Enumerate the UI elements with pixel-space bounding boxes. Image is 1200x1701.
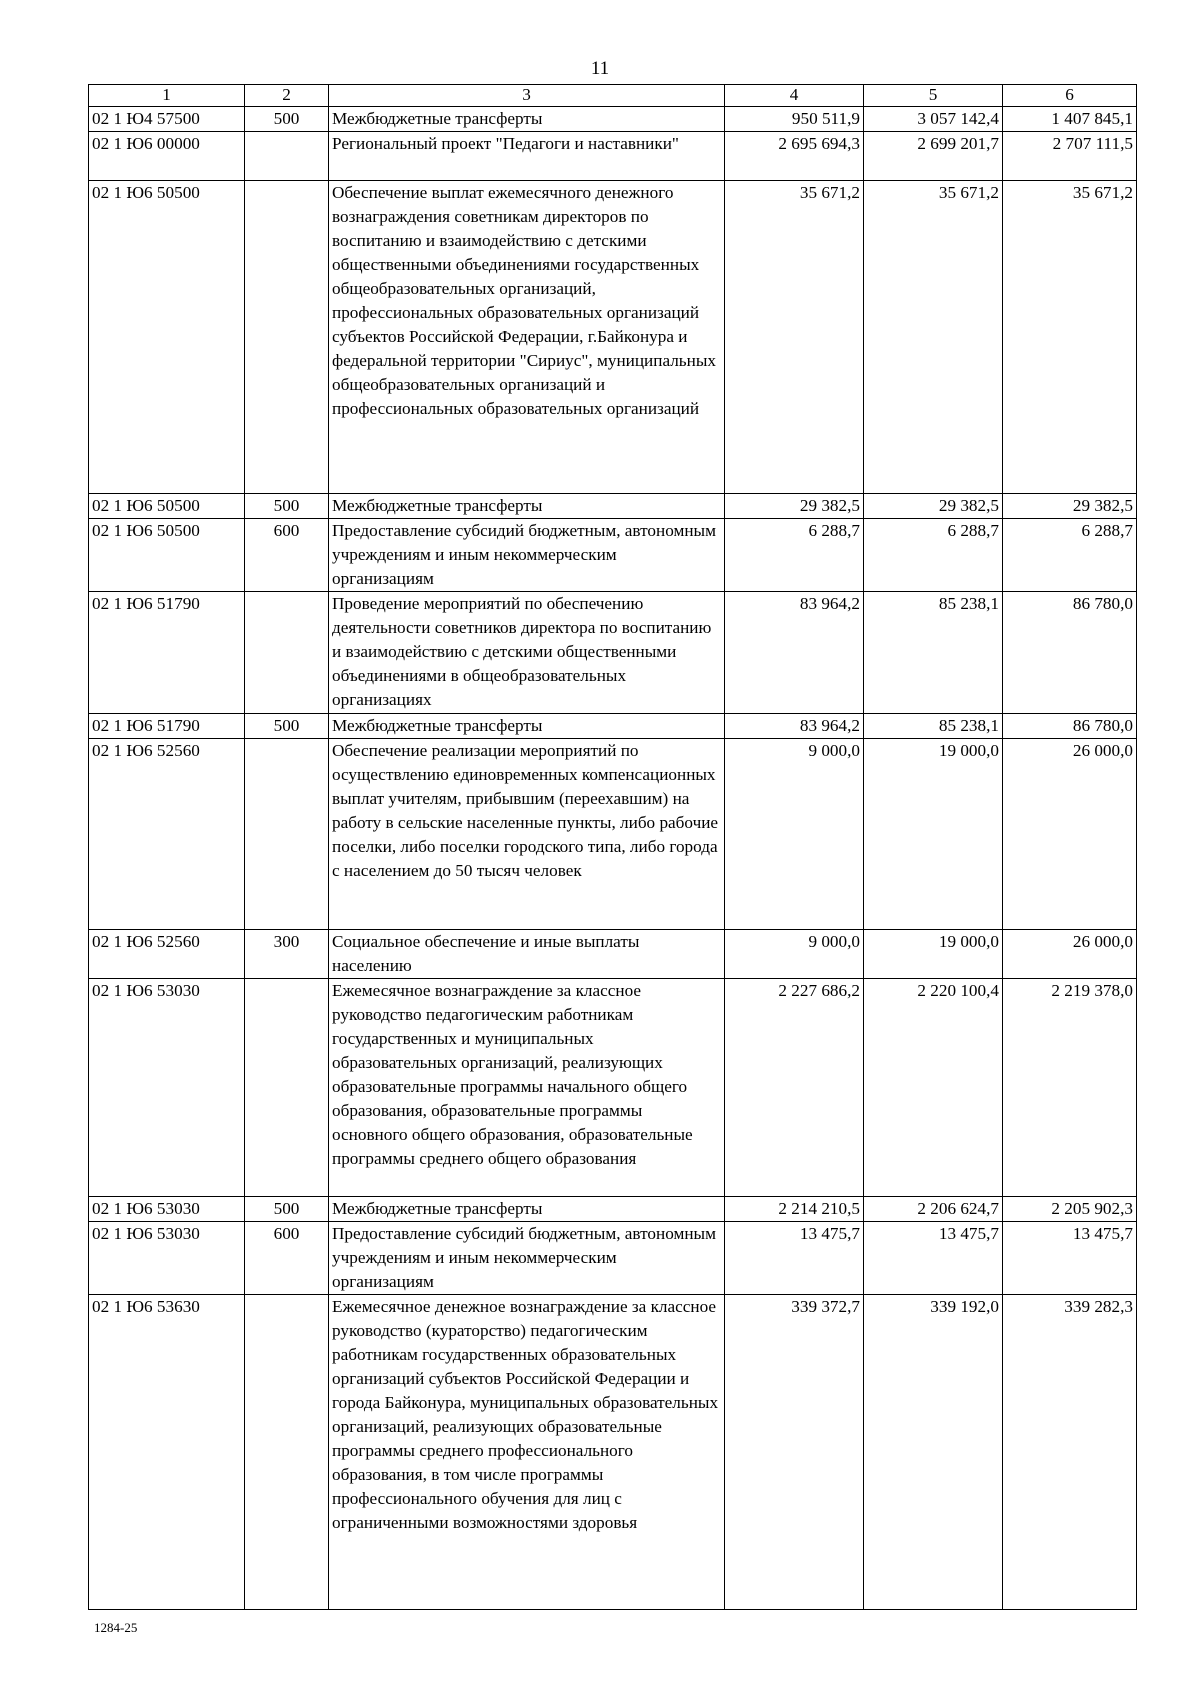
row-code: 02 1 Ю6 53030 [89,979,245,1197]
row-expense-type: 500 [245,1197,329,1222]
column-header-5: 5 [864,85,1003,107]
row-expense-type [245,132,329,181]
row-value-col5: 35 671,2 [864,181,1003,494]
row-name: Обеспечение выплат ежемесячного денежного вознаграждения советникам директоров по воспитанию и взаимодействию с детскими общественными объединениями государственных общеобразовательных организаций, профессиональных образовательных организаций субъектов Российской Федерации, г.Байконура и федеральной территории "Сириус", муниципальных общеобразовательных организаций и профессиональных образовательных организаций [329,181,725,494]
table-row [89,519,1137,592]
row-code: 02 1 Ю6 53030 [89,1222,245,1295]
row-name: Региональный проект "Педагоги и наставники" [329,132,725,181]
row-value-col4: 83 964,2 [725,592,864,714]
row-name: Проведение мероприятий по обеспечению деятельности советников директора по воспитанию и взаимодействию с детскими общественными объединениями в общеобразовательных организациях [329,592,725,714]
row-code: 02 1 Ю4 57500 [89,107,245,132]
row-value-col5: 19 000,0 [864,930,1003,979]
row-code: 02 1 Ю6 51790 [89,592,245,714]
table-row [89,107,1137,132]
budget-table [88,84,1137,1610]
row-name: Межбюджетные трансферты [329,714,725,739]
row-value-col4: 339 372,7 [725,1295,864,1610]
row-expense-type [245,181,329,494]
row-expense-type [245,979,329,1197]
table-row [89,739,1137,930]
row-value-col6: 26 000,0 [1003,739,1137,930]
row-value-col4: 29 382,5 [725,494,864,519]
row-name: Ежемесячное вознаграждение за классное руководство педагогическим работникам государственных и муниципальных образовательных организаций, реализующих образовательные программы начального общего образования, образовательные программы основного общего образования, образовательные программы среднего общего образования [329,979,725,1197]
table-row [89,181,1137,494]
row-expense-type: 300 [245,930,329,979]
row-expense-type [245,592,329,714]
row-value-col5: 2 220 100,4 [864,979,1003,1197]
row-value-col5: 29 382,5 [864,494,1003,519]
row-value-col4: 9 000,0 [725,739,864,930]
row-value-col6: 2 707 111,5 [1003,132,1137,181]
row-expense-type: 500 [245,107,329,132]
row-value-col5: 13 475,7 [864,1222,1003,1295]
table-row [89,592,1137,714]
row-code: 02 1 Ю6 50500 [89,494,245,519]
row-code: 02 1 Ю6 52560 [89,739,245,930]
row-expense-type: 500 [245,714,329,739]
row-value-col4: 9 000,0 [725,930,864,979]
row-value-col4: 6 288,7 [725,519,864,592]
page-number: 11 [590,58,610,79]
table-row [89,714,1137,739]
row-value-col6: 35 671,2 [1003,181,1137,494]
row-value-col6: 1 407 845,1 [1003,107,1137,132]
row-code: 02 1 Ю6 52560 [89,930,245,979]
row-expense-type [245,739,329,930]
column-header-1: 1 [89,85,245,107]
row-value-col6: 29 382,5 [1003,494,1137,519]
row-expense-type: 500 [245,494,329,519]
row-code: 02 1 Ю6 51790 [89,714,245,739]
row-value-col5: 339 192,0 [864,1295,1003,1610]
row-name: Обеспечение реализации мероприятий по осуществлению единовременных компенсационных выплат учителям, прибывшим (переехавшим) на работу в сельские населенные пункты, либо рабочие поселки, либо поселки городского типа, либо города с населением до 50 тысяч человек [329,739,725,930]
row-code: 02 1 Ю6 00000 [89,132,245,181]
row-name: Ежемесячное денежное вознаграждение за классное руководство (кураторство) педагогическим работникам государственных образовательных организаций субъектов Российской Федерации и города Байконура, муниципальных образовательных организаций, реализующих образовательные программы среднего профессионального образования, в том числе программы профессионального обучения для лиц с ограниченными возможностями здоровья [329,1295,725,1610]
row-value-col4: 950 511,9 [725,107,864,132]
row-name: Предоставление субсидий бюджетным, автономным учреждениям и иным некоммерческим организациям [329,519,725,592]
row-value-col6: 2 205 902,3 [1003,1197,1137,1222]
row-name: Межбюджетные трансферты [329,1197,725,1222]
table-row [89,494,1137,519]
row-value-col6: 13 475,7 [1003,1222,1137,1295]
row-code: 02 1 Ю6 50500 [89,181,245,494]
row-value-col4: 83 964,2 [725,714,864,739]
row-name: Межбюджетные трансферты [329,107,725,132]
row-code: 02 1 Ю6 53630 [89,1295,245,1610]
row-value-col5: 2 699 201,7 [864,132,1003,181]
row-value-col5: 85 238,1 [864,714,1003,739]
column-header-4: 4 [725,85,864,107]
row-value-col6: 26 000,0 [1003,930,1137,979]
row-value-col6: 86 780,0 [1003,714,1137,739]
row-name: Социальное обеспечение и иные выплаты населению [329,930,725,979]
row-value-col6: 86 780,0 [1003,592,1137,714]
row-value-col4: 2 227 686,2 [725,979,864,1197]
row-value-col6: 2 219 378,0 [1003,979,1137,1197]
column-header-6: 6 [1003,85,1137,107]
table-row [89,930,1137,979]
row-value-col5: 85 238,1 [864,592,1003,714]
table-row [89,1222,1137,1295]
column-header-3: 3 [329,85,725,107]
table-row [89,1295,1137,1610]
row-value-col6: 339 282,3 [1003,1295,1137,1610]
header-row [89,85,1137,107]
row-code: 02 1 Ю6 53030 [89,1197,245,1222]
table-row [89,1197,1137,1222]
column-header-2: 2 [245,85,329,107]
row-value-col5: 2 206 624,7 [864,1197,1003,1222]
row-value-col5: 6 288,7 [864,519,1003,592]
row-value-col4: 2 214 210,5 [725,1197,864,1222]
row-value-col5: 3 057 142,4 [864,107,1003,132]
row-value-col4: 35 671,2 [725,181,864,494]
document-code: 1284-25 [94,1620,138,1635]
row-value-col6: 6 288,7 [1003,519,1137,592]
table-row [89,132,1137,181]
row-value-col4: 13 475,7 [725,1222,864,1295]
row-value-col5: 19 000,0 [864,739,1003,930]
row-expense-type [245,1295,329,1610]
row-value-col4: 2 695 694,3 [725,132,864,181]
row-code: 02 1 Ю6 50500 [89,519,245,592]
row-expense-type: 600 [245,519,329,592]
row-name: Предоставление субсидий бюджетным, автономным учреждениям и иным некоммерческим организациям [329,1222,725,1295]
row-name: Межбюджетные трансферты [329,494,725,519]
table-row [89,979,1137,1197]
row-expense-type: 600 [245,1222,329,1295]
